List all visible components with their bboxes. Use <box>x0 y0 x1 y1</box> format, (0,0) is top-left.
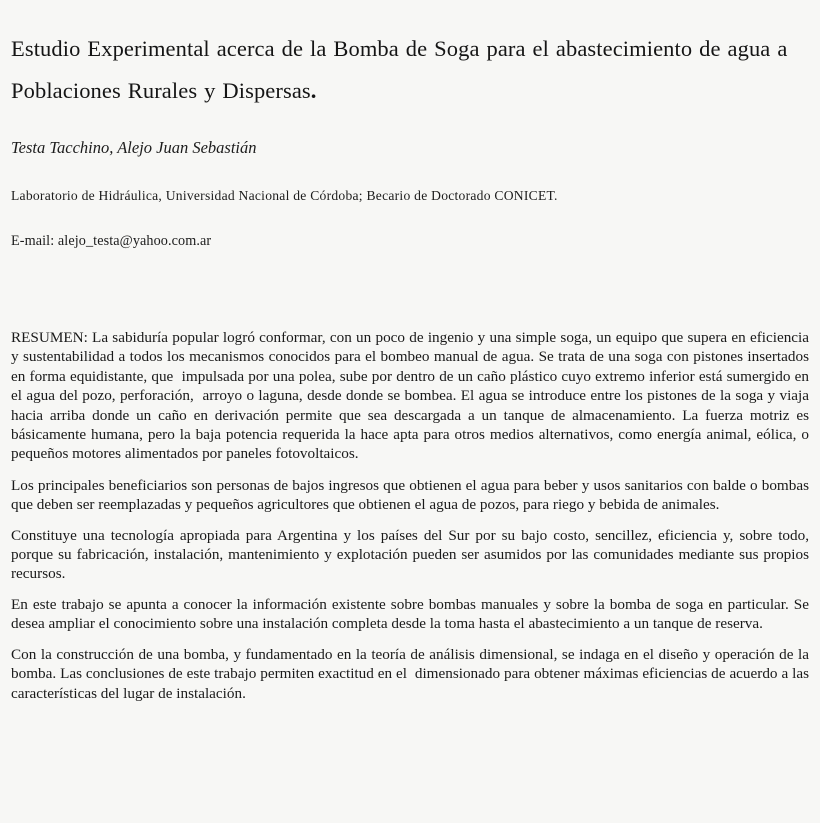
page-title-text: Estudio Experimental acerca de la Bomba de Soga para el abastecimiento de agua a Poblaciones Rurales y Dispersas <box>11 36 788 103</box>
abstract-paragraph-4: En este trabajo se apunta a conocer la información existente sobre bombas manuales y sobre la bomba de soga en particular. Se desea ampliar el conocimiento sobre una instalación completa desde la toma hasta el abastecimiento a un tanque de reserva. <box>11 595 813 633</box>
page-title-terminator: . <box>310 78 317 103</box>
abstract-paragraph-2: Los principales beneficiarios son personas de bajos ingresos que obtienen el agua para beber y usos sanitarios con balde o bombas que deben ser reemplazadas y pequeños agricultores que obtienen el agua de pozos, para riego y bebida de animales. <box>11 476 813 514</box>
abstract-paragraph-5: Con la construcción de una bomba, y fundamentado en la teoría de análisis dimensional, se indaga en el diseño y operación de la bomba. Las conclusiones de este trabajo permiten exactitud en el dimensionado para obtener máximas eficiencias de acuerdo a las características del lugar de instalación. <box>11 645 813 702</box>
author-affiliation: Laboratorio de Hidráulica, Universidad Nacional de Córdoba; Becario de Doctorado CONICET. <box>11 188 558 203</box>
page-title <box>11 0 809 112</box>
abstract-paragraph-3: Constituye una tecnología apropiada para Argentina y los países del Sur por su bajo costo, sencillez, eficiencia y, sobre todo, porque su fabricación, instalación, mantenimiento y explotación pueden ser asumidos por las comunidades mediante sus propios recursos. <box>11 526 813 583</box>
author-name: Testa Tacchino, Alejo Juan Sebastián <box>11 138 257 157</box>
author-email: E-mail: alejo_testa@yahoo.com.ar <box>11 233 212 249</box>
abstract-section <box>11 250 813 703</box>
abstract-paragraph-1: RESUMEN: La sabiduría popular logró conformar, con un poco de ingenio y una simple soga, un equipo que supera en eficiencia y sustentabilidad a todos los mecanismos conocidos para el bombeo manual de agua. Se trata de una soga con pistones insertados en forma equidistante, que impulsada por una polea, sube por dentro de un caño plástico cuyo extremo inferior está sumergido en el agua del pozo, perforación, arroyo o laguna, desde donde se bombea. El agua se introduce entre los pistones de la soga y viaja hacia arriba donde un caño en derivación permite que sea descargada a un tanque de almacenamiento. La fuerza motriz es básicamente humana, pero la baja potencia requerida la hace apta para otros medios alternativos, como energía animal, eólica, o pequeños motores alimentados por paneles fotovoltaicos. <box>11 329 813 463</box>
